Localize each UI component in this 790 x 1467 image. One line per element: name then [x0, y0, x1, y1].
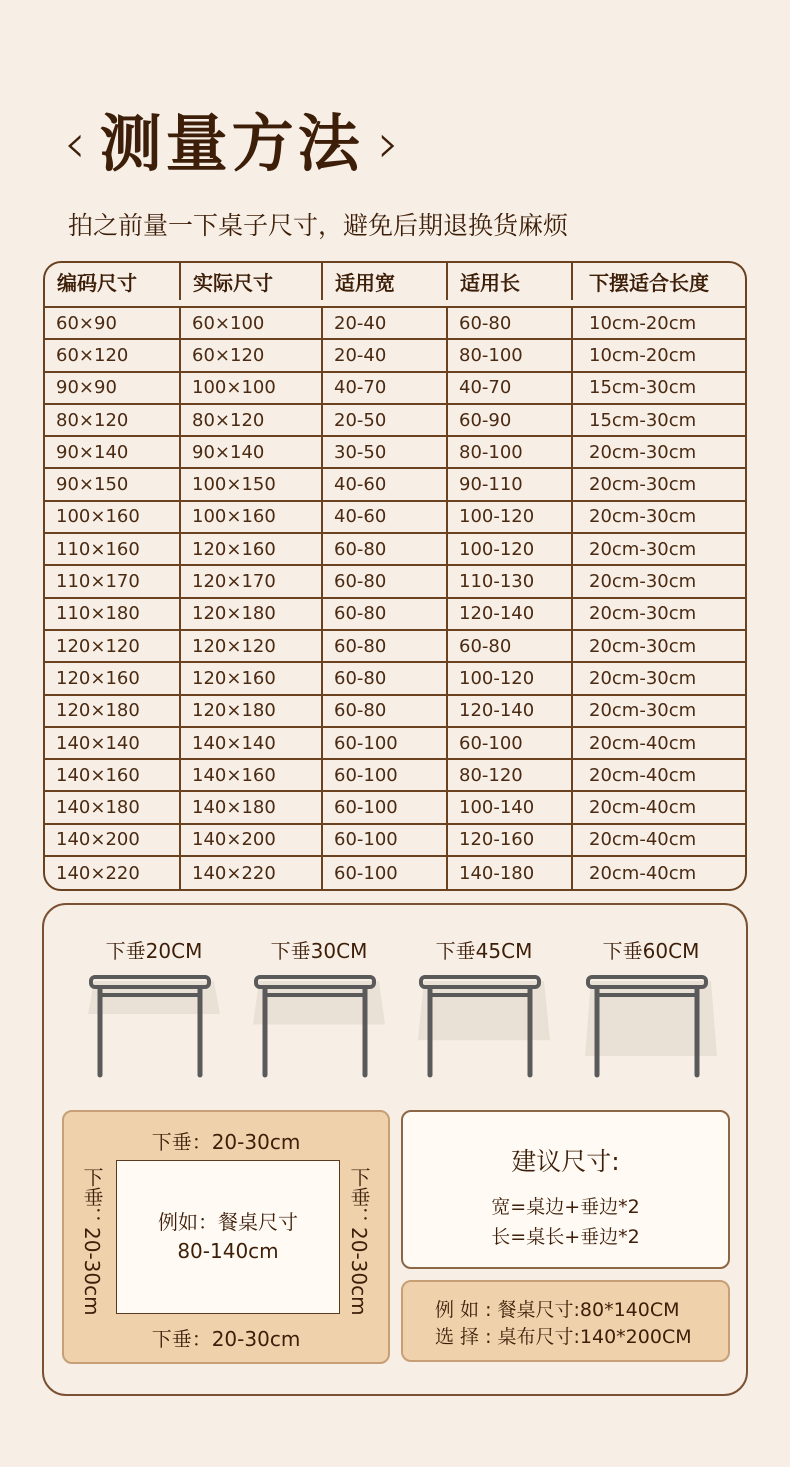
table-cell: 100-120 — [448, 534, 573, 564]
drop-illustration — [84, 935, 224, 964]
table-cell: 90×90 — [45, 373, 181, 403]
table-cell: 100-140 — [448, 792, 573, 822]
table-row — [45, 437, 745, 469]
table-cloth-icon — [249, 975, 389, 1090]
table-cell: 110×160 — [45, 534, 181, 564]
example-table-size: 例 如 : 餐桌尺寸:80*140CM — [435, 1299, 680, 1321]
table-cell: 120-160 — [448, 825, 573, 855]
table-row — [45, 663, 745, 695]
table-cell: 140×140 — [181, 728, 323, 758]
subtitle: 拍之前量一下桌子尺寸，避免后期退换货麻烦 — [68, 211, 569, 240]
table-row — [45, 502, 745, 534]
drop-guide-panel — [42, 903, 748, 1396]
table-cell: 60×120 — [181, 340, 323, 370]
suggest-title: 建议尺寸: — [511, 1147, 620, 1176]
table-cell: 100-120 — [448, 663, 573, 693]
table-row — [45, 373, 745, 405]
table-row — [45, 825, 745, 857]
drop-label-right: 下垂：20-30cm — [347, 1166, 371, 1316]
table-cell: 80×120 — [45, 405, 181, 435]
table-cell: 60-80 — [323, 631, 448, 661]
drop-illustration — [414, 935, 554, 964]
table-row — [45, 534, 745, 566]
table-cell: 120×160 — [45, 663, 181, 693]
table-cell: 90×150 — [45, 469, 181, 499]
table-cell: 20cm-30cm — [589, 538, 697, 560]
table-cell: 120×180 — [45, 696, 181, 726]
table-cell: 60-100 — [323, 728, 448, 758]
table-cell: 20cm-30cm — [589, 506, 697, 528]
drop-label: 下垂30CM — [270, 939, 368, 963]
length-formula: 长=桌长+垂边*2 — [491, 1226, 640, 1248]
table-cell: 40-70 — [323, 373, 448, 403]
table-cloth-icon — [414, 975, 554, 1090]
chevron-right-icon: › — [377, 112, 400, 175]
table-cell: 60-80 — [448, 308, 573, 338]
table-cell: 40-60 — [323, 502, 448, 532]
table-cell: 60-100 — [323, 792, 448, 822]
table-cell: 140×140 — [45, 728, 181, 758]
table-row — [45, 792, 745, 824]
table-cell: 60×100 — [181, 308, 323, 338]
table-cell: 110×180 — [45, 599, 181, 629]
table-cell: 20cm-40cm — [589, 797, 697, 819]
example-text: 例如：餐桌尺寸 — [158, 1210, 298, 1234]
table-row — [45, 728, 745, 760]
drop-label: 下垂20CM — [105, 939, 203, 963]
table-cell: 100×160 — [45, 502, 181, 532]
table-cell: 60-100 — [448, 728, 573, 758]
table-cell: 120-140 — [448, 696, 573, 726]
table-cell: 140×160 — [181, 760, 323, 790]
column-header: 下摆适合长度 — [589, 271, 709, 295]
table-cell: 20cm-30cm — [589, 441, 697, 463]
table-cell: 40-70 — [448, 373, 573, 403]
example-cloth-size: 选 择 : 桌布尺寸:140*200CM — [435, 1326, 692, 1348]
column-header: 适用长 — [448, 263, 573, 300]
table-cell: 140×220 — [181, 857, 323, 889]
table-body — [43, 306, 747, 891]
table-cell: 100-120 — [448, 502, 573, 532]
table-cell: 60-100 — [323, 857, 448, 889]
table-cell: 20cm-30cm — [589, 603, 697, 625]
table-row — [45, 469, 745, 501]
table-cell: 140×200 — [181, 825, 323, 855]
table-cell: 60-80 — [323, 696, 448, 726]
table-row — [45, 696, 745, 728]
table-cell: 20-40 — [323, 308, 448, 338]
example-size: 80-140cm — [177, 1239, 279, 1263]
table-cell: 100×150 — [181, 469, 323, 499]
example-box — [401, 1280, 730, 1362]
table-cell: 120×120 — [181, 631, 323, 661]
table-cell: 15cm-30cm — [589, 377, 697, 399]
drop-label-bottom: 下垂：20-30cm — [151, 1327, 301, 1351]
table-cell: 60-100 — [323, 760, 448, 790]
table-cloth-icon — [581, 975, 721, 1090]
table-cell: 30-50 — [323, 437, 448, 467]
table-cell: 80×120 — [181, 405, 323, 435]
table-cell: 60-100 — [323, 825, 448, 855]
table-cell: 110-130 — [448, 566, 573, 596]
table-cell: 60-80 — [448, 631, 573, 661]
suggest-size-box — [401, 1110, 730, 1269]
table-cell: 20cm-40cm — [589, 862, 697, 884]
table-cell: 120×160 — [181, 534, 323, 564]
table-cell: 20cm-30cm — [589, 571, 697, 593]
table-cell: 80-120 — [448, 760, 573, 790]
table-cell: 100×100 — [181, 373, 323, 403]
drop-illustration — [581, 935, 721, 964]
table-cell: 60-80 — [323, 566, 448, 596]
table-cell: 140×160 — [45, 760, 181, 790]
table-cell: 90-110 — [448, 469, 573, 499]
table-cell: 10cm-20cm — [589, 312, 697, 334]
table-cell: 90×140 — [181, 437, 323, 467]
table-top-rect — [116, 1160, 340, 1314]
table-cell: 20-40 — [323, 340, 448, 370]
table-cell: 80-100 — [448, 437, 573, 467]
table-cell: 10cm-20cm — [589, 344, 697, 366]
column-header: 实际尺寸 — [181, 263, 323, 300]
column-header: 适用宽 — [323, 263, 448, 300]
size-table — [43, 261, 747, 891]
table-cell: 120×180 — [181, 696, 323, 726]
table-cell: 100×160 — [181, 502, 323, 532]
table-cell: 120×120 — [45, 631, 181, 661]
chevron-left-icon: ‹ — [64, 112, 86, 175]
table-cell: 60×90 — [45, 308, 181, 338]
table-cell: 120×180 — [181, 599, 323, 629]
title-text: 测量方法 — [99, 107, 364, 180]
table-cell: 60×120 — [45, 340, 181, 370]
table-row — [45, 308, 745, 340]
table-cell: 120×160 — [181, 663, 323, 693]
table-cell: 140×180 — [181, 792, 323, 822]
tablecloth-diagram — [62, 1110, 390, 1364]
table-cell: 20cm-40cm — [589, 732, 697, 754]
table-cell: 20cm-40cm — [589, 764, 697, 786]
table-cell: 140×220 — [45, 857, 181, 889]
table-cell: 20-50 — [323, 405, 448, 435]
drop-illustration — [249, 935, 389, 964]
table-cell: 120×170 — [181, 566, 323, 596]
table-cell: 40-60 — [323, 469, 448, 499]
table-cell: 60-90 — [448, 405, 573, 435]
table-cell: 20cm-30cm — [589, 700, 697, 722]
table-row — [45, 566, 745, 598]
table-cell: 20cm-40cm — [589, 829, 697, 851]
column-header: 编码尺寸 — [45, 263, 181, 300]
page-title — [64, 104, 399, 184]
table-cell: 140×180 — [45, 792, 181, 822]
table-cell: 140-180 — [448, 857, 573, 889]
table-cell: 60-80 — [323, 534, 448, 564]
table-cloth-icon — [84, 975, 224, 1090]
table-cell: 60-80 — [323, 599, 448, 629]
drop-label-top: 下垂：20-30cm — [151, 1130, 301, 1154]
table-row — [45, 760, 745, 792]
table-cell: 60-80 — [323, 663, 448, 693]
table-cell: 20cm-30cm — [589, 667, 697, 689]
table-cell: 110×170 — [45, 566, 181, 596]
table-row — [45, 599, 745, 631]
table-row — [45, 405, 745, 437]
table-cell: 80-100 — [448, 340, 573, 370]
drop-label: 下垂45CM — [435, 939, 533, 963]
table-cell: 20cm-30cm — [589, 635, 697, 657]
table-row — [45, 631, 745, 663]
table-cell: 120-140 — [448, 599, 573, 629]
table-cell: 15cm-30cm — [589, 409, 697, 431]
table-cell: 90×140 — [45, 437, 181, 467]
width-formula: 宽=桌边+垂边*2 — [491, 1196, 640, 1218]
table-row — [45, 340, 745, 372]
drop-label-left: 下垂：20-30cm — [80, 1166, 104, 1316]
table-cell: 20cm-30cm — [589, 474, 697, 496]
drop-label: 下垂60CM — [602, 939, 700, 963]
table-header — [43, 261, 747, 300]
table-row — [45, 857, 745, 889]
table-cell: 140×200 — [45, 825, 181, 855]
